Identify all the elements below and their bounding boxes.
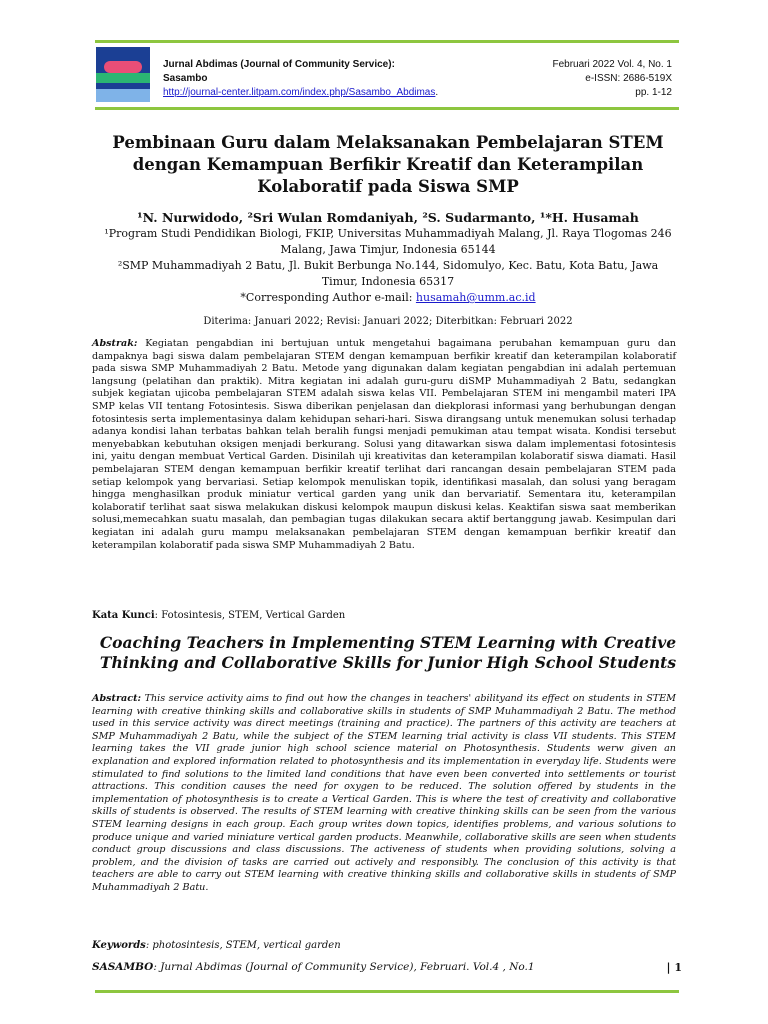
english-title: Coaching Teachers in Implementing STEM Learning with Creative Thinking and Collaborative Skills for Junior High School Students: [99, 633, 677, 672]
email-link[interactable]: husamah@umm.ac.id: [415, 291, 536, 304]
footer-rule: [95, 990, 679, 993]
journal-header: [163, 58, 463, 100]
abstract-text: Kegiatan pengabdian ini bertujuan untuk mengetahui bagaimana perubahan kemampuan guru dan dampaknya bagi siswa dalam pembelajaran STEM dengan kemampuan berfikir kreatif dan keterampilan kolaboratif pada siswa SMP Muhammadiyah 2 Batu. Metode yang digunakan dalam kegiatan pengabdian ini adalah pertemuan langsung (pelatihan dan praktik). Mitra kegiatan ini adalah guru-guru diSMP Muhammadiyah 2 Batu, sedangkan subjek kegiatan ujicoba pembelajaran STEM adalah siswa kelas VII. Pembelajaran STEM ini mengambil materi IPA SMP kelas VII tentang Fotosintesis. Siswa diberikan penjelasan dan diekplorasi informasi yang berhubungan dengan fotosintesis serta implementasinya dalam kehidupan sehari-hari. Siswa dirangsang untuk menemukan solusi terhadap adanya kondisi lahan terbatas bahkan telah beralih fungsi menjadi pemukiman atau tempat wisata. Kondisi tersebut menyebabkan kebutuhan oksigen menjadi berkurang. Solusi yang ditawarkan siswa dalam implementasi fotosintesis ini, yaitu dengan membuat Vertical Garden. Disinilah uji kreativitas dan keterampilan kolaboratif siswa diamati. Hasil pembelajaran STEM dengan kemampuan berfikir kreatif terlihat dari rancangan desain pembelajaran STEM pada setiap kelompok yang bervariasi. Setiap kelompok menuliskan topik, identifikasi masalah, dan solusi yang beragam hingga menghasilkan produk miniatur vertical garden yang unik dan bervariatif. Sementara itu, keterampilan kolaboratif terlihat saat siswa melakukan diskusi kelompok maupun diskusi kelas. Keaktifan siswa saat memberikan solusi,memecahkan suatu masalah, dan pembagian tugas dilakukan secara aktif bertanggung jawab. Kesimpulan dari kegiatan ini adalah guru mampu melaksanakan pembelajaran STEM dengan kemampuan berfikir kreatif dan keterampilan kolaboratif pada siswa SMP Muhammadiyah 2 Batu.: [92, 338, 676, 551]
journal-name: Jurnal Abdimas (Journal of Community Service):: [163, 59, 395, 70]
header-top-rule: [95, 40, 679, 43]
paper-title: Pembinaan Guru dalam Melaksanakan Pembelajaran STEM dengan Kemampuan Berfikir Kreatif dan Keterampilan Kolaboratif pada Siswa SMP: [112, 133, 664, 196]
abstract-en-label: Abstract:: [92, 693, 142, 704]
issue-info: [552, 58, 672, 100]
corresponding-label: *Corresponding Author e-mail:: [240, 291, 413, 304]
keywords-indonesian: [92, 610, 345, 621]
footer-journal-text: : Jurnal Abdimas (Journal of Community Service), Februari. Vol.4 , No.1: [153, 961, 535, 973]
affiliation-2: ²SMP Muhammadiyah 2 Batu, Jl. Bukit Berbunga No.144, Sidomulyo, Kec. Batu, Kota Batu, Jawa Timur, Indonesia 65317: [117, 259, 659, 288]
abstract-indonesian: [92, 338, 676, 552]
url-suffix: .: [435, 87, 439, 98]
affiliation-1: ¹Program Studi Pendidikan Biologi, FKIP, Universitas Muhammadiyah Malang, Jl. Raya Tlogomas 246 Malang, Jawa Timjur, Indonesia 65144: [104, 227, 672, 256]
keywords-text: : Fotosintesis, STEM, Vertical Garden: [154, 610, 346, 621]
journal-logo: [96, 47, 150, 102]
keywords-en-label: Keywords: [92, 940, 146, 951]
abstract-en-text: This service activity aims to find out how the changes in teachers' abilityand its effect on students in STEM learning with creative thinking skills and collaborative skills in students of SMP Muhammadiyah 2 Batu. The method used in this service activity was direct meetings (training and practice). The partners of this activity are teachers at SMP Muhammadiyah 2 Batu, while the subject of the STEM learning trial activity is class VII students. This STEM learning takes the VII grade junior high school science material on Photosynthesis. Students werw given an explanation and explored information related to photosynthesis and its implementation in everyday life. Students were stimulated to find solutions to the limited land conditions that have even been converted into settlements or tourist attractions. This condition causes the need for oxygen to be reduced. The solution offered by students in the implementation of photosynthesis is to create a Vertical Garden. This is where the test of creativity and collaborative skills of students is observed. The results of STEM learning with creative thinking skills can be seen from the various STEM learning designs in each group. Each group writes down topics, identifies problems, and various solutions to produce unique and varied miniature vertical garden products. Meanwhile, collaborative skills are seen when students conduct group discussions and class discussions. The activeness of students when providing solutions, solving a problem, and the division of tasks are carried out actively and responsibly. The conclusion of this activity is that teachers are able to carry out STEM learning with creative thinking skills and collaborative skills in students of SMP Muhammadiyah 2 Batu.: [92, 693, 676, 893]
page-range: pp. 1-12: [635, 87, 672, 98]
keywords-label: Kata Kunci: [92, 610, 155, 621]
page-number: | 1: [666, 961, 682, 974]
author-list: ¹N. Nurwidodo, ²Sri Wulan Romdaniyah, ²S. Sudarmanto, ¹*H. Husamah: [137, 210, 639, 225]
abstract-english: [92, 693, 676, 895]
footer-journal-bold: SASAMBO: [92, 961, 154, 973]
abstract-label: Abstrak:: [92, 338, 138, 349]
journal-name-cont: Sasambo: [163, 73, 208, 84]
page-footer: [92, 961, 535, 973]
affiliations: [100, 226, 676, 306]
header-bottom-rule: [95, 107, 679, 110]
journal-url-link[interactable]: http://journal-center.litpam.com/index.php/Sasambo_Abdimas: [163, 87, 436, 98]
keywords-english: [92, 940, 341, 951]
submission-dates: Diterima: Januari 2022; Revisi: Januari 2022; Diterbitkan: Februari 2022: [203, 316, 573, 327]
keywords-en-text: : photosintesis, STEM, vertical garden: [145, 940, 341, 951]
corresponding-author: [100, 290, 676, 306]
issn: e-ISSN: 2686-519X: [585, 73, 672, 84]
issue-date: Februari 2022 Vol. 4, No. 1: [552, 59, 672, 70]
